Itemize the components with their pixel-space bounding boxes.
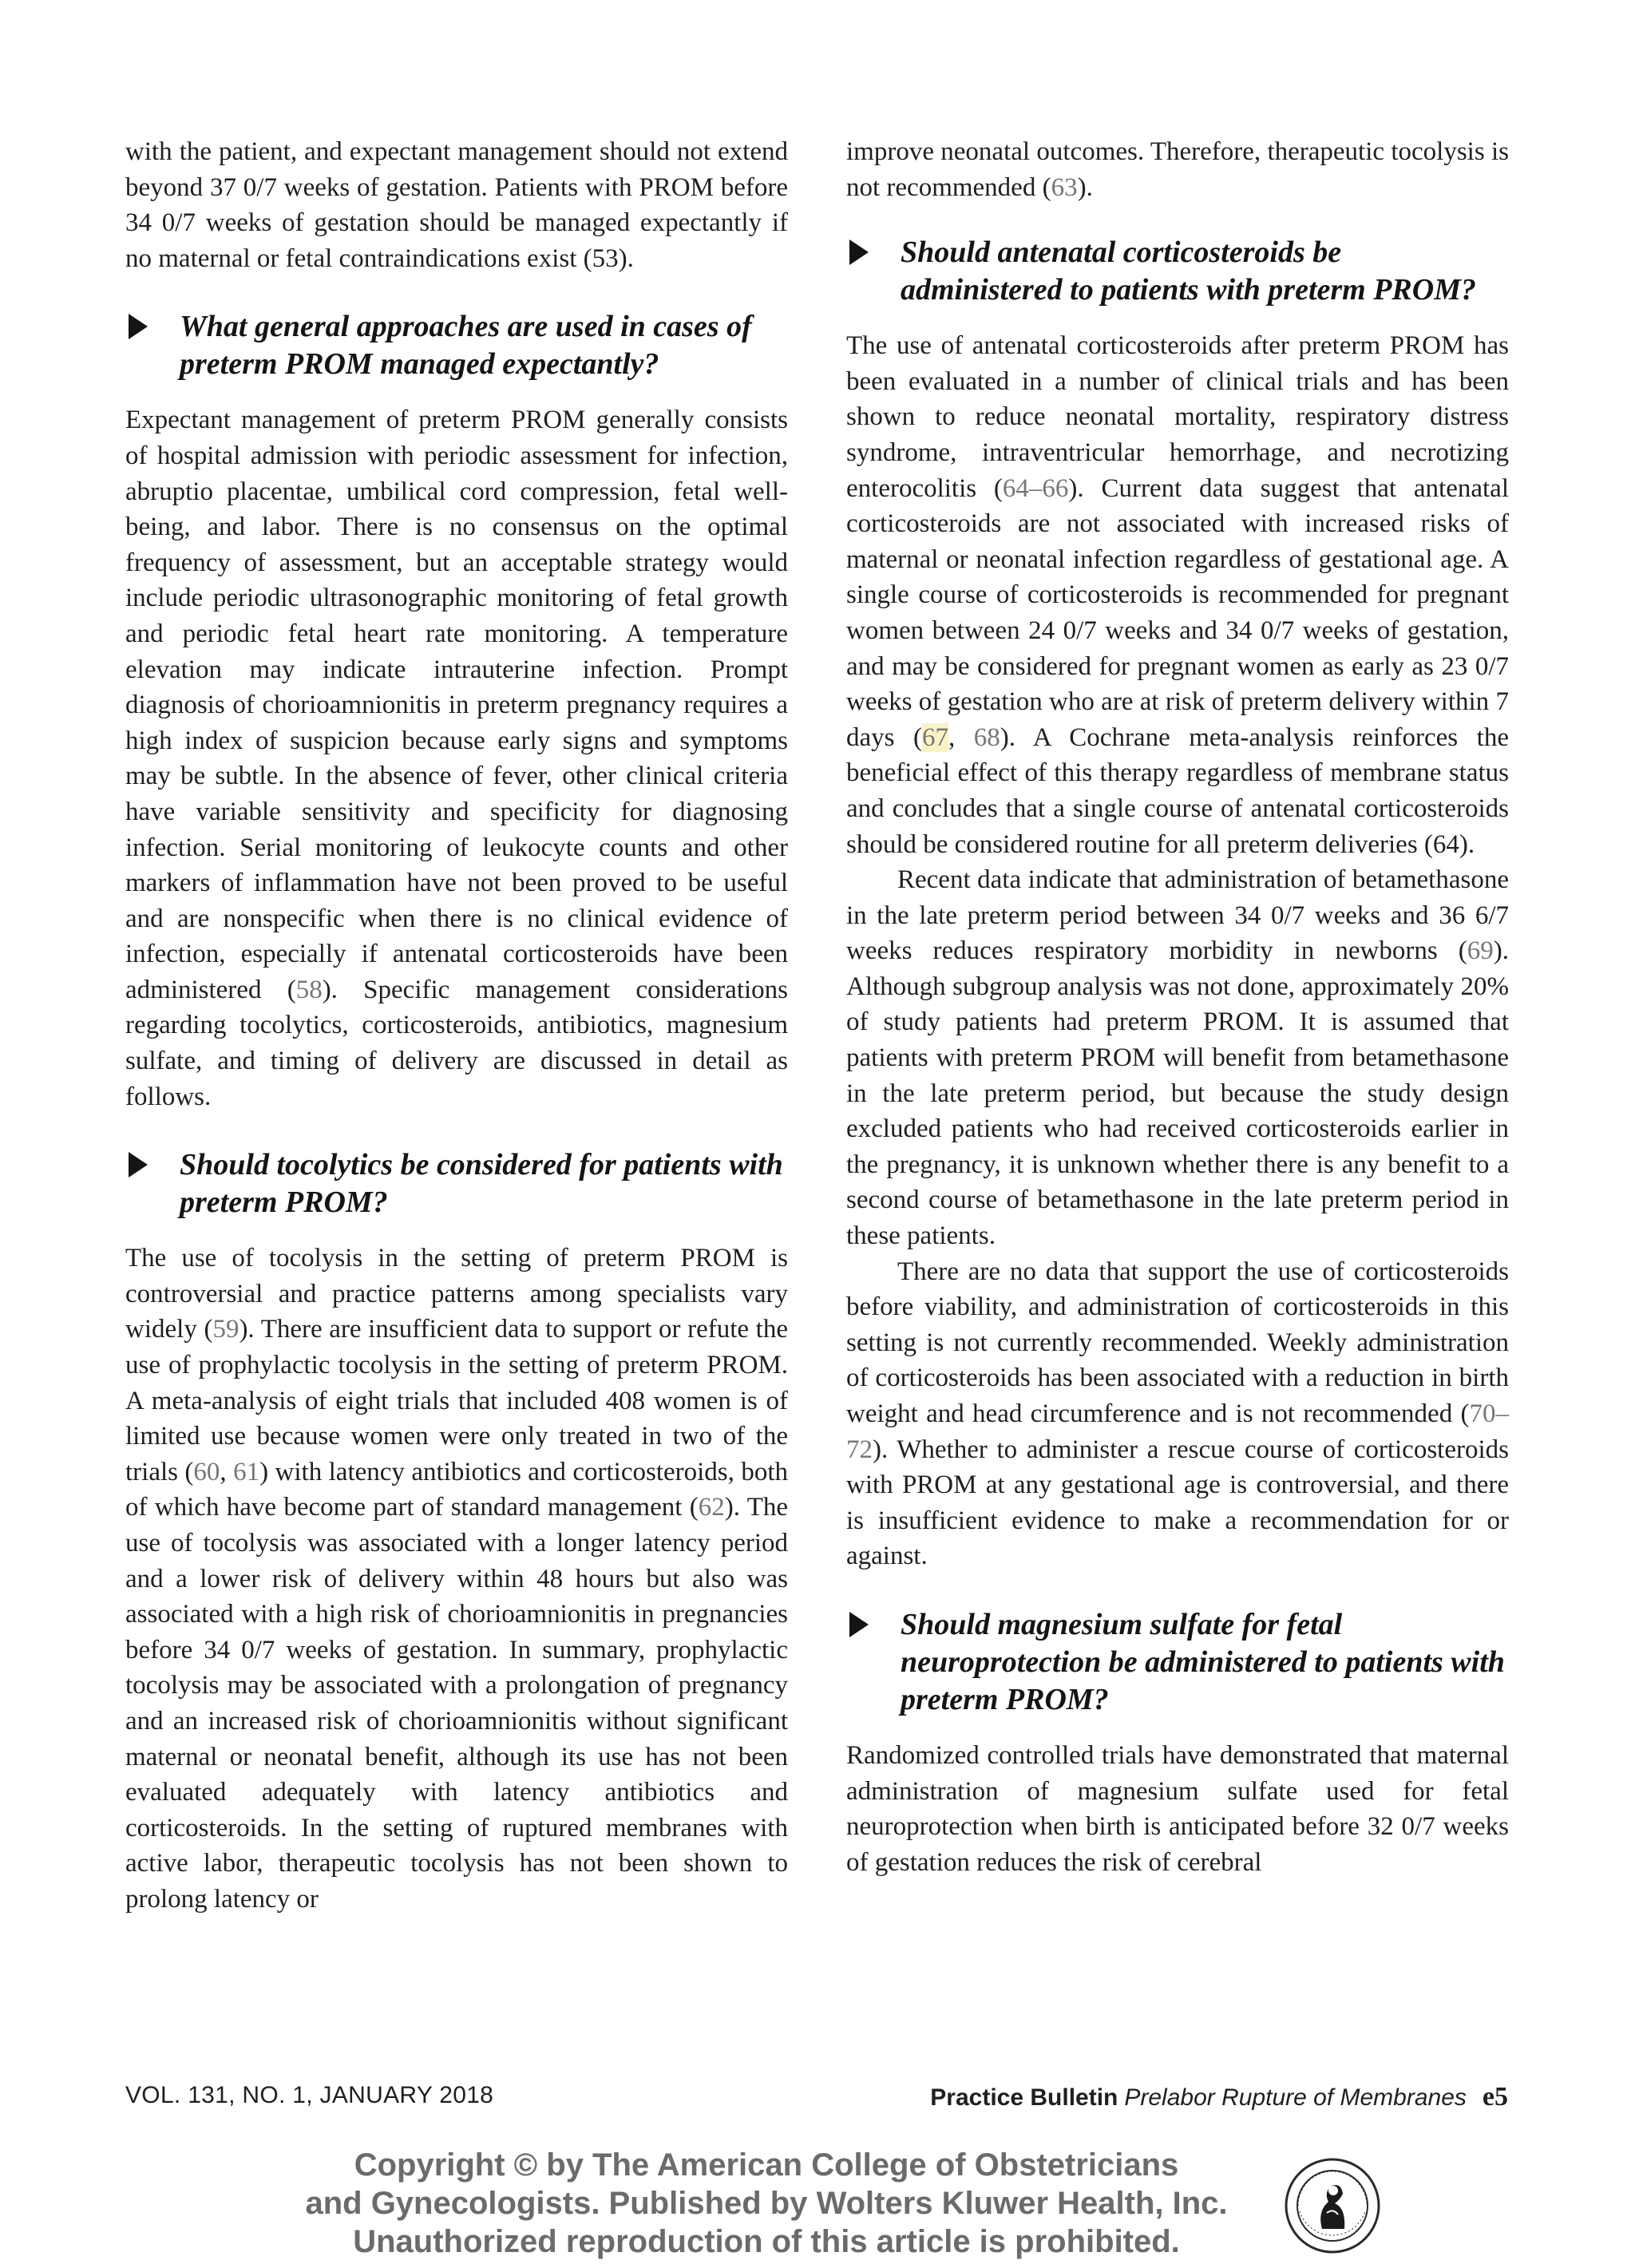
paragraph: The use of tocolysis in the setting of preterm PROM is controversial and practice patterns among specialists vary widely (59). There are insufficient data to support or refute the use of prophylactic tocolysis in the setting of preterm PROM. A meta-analysis of eight trials that included 408 women is of limited use because women were only treated in two of the trials (60, 61) with latency antibiotics and corticosteroids, both of which have become part of standard management (62). The use of tocolysis was associated with a longer latency period and a lower risk of delivery within 48 hours but also was associated with a high risk of chorioamnionitis in pregnancies before 34 0/7 weeks of gestation. In summary, prophylactic tocolysis may be associated with a prolongation of pregnancy and an increased risk of chorioamnionitis without significant maternal or neonatal benefit, although its use has not been evaluated adequately with latency antibiotics and corticosteroids. In the setting of ruptured membranes with active labor, therapeutic tocolysis has not been shown to prolong latency or: [125, 1244, 788, 1914]
reference-link[interactable]: 63: [1051, 172, 1078, 202]
copyright-notice: [200, 2146, 1333, 2261]
page-footer: [125, 2082, 1508, 2117]
question-heading: [125, 308, 788, 383]
triangle-bullet-icon: [849, 1612, 869, 1637]
paragraph: The use of antenatal corticosteroids after preterm PROM has been evaluated in a number of clinical trials and has been shown to reduce neonatal mortality, respiratory distress syndrome, intraventricular hemorrhage, and necrotizing enterocolitis (64–66). Current data suggest that antenatal corticosteroids are not associated with increased risks of maternal or neonatal infection regardless of gestational age. A single course of corticosteroids is recommended for pregnant women between 24 0/7 weeks and 34 0/7 weeks of gestation, and may be considered for pregnant women as early as 23 0/7 weeks of gestation who are at risk of preterm delivery within 7 days (67, 68). A Cochrane meta-analysis reinforces the beneficial effect of this therapy regardless of membrane status and concludes that a single course of antenatal corticosteroids should be considered routine for all preterm deliveries (64).: [846, 331, 1509, 859]
reference-link[interactable]: 60: [193, 1457, 220, 1486]
reference-link[interactable]: 64–66: [1002, 473, 1069, 503]
triangle-bullet-icon: [849, 239, 869, 265]
left-column: [125, 134, 788, 1918]
question-text: Should tocolytics be considered for patients with preterm PROM?: [180, 1148, 783, 1220]
paragraph: Randomized controlled trials have demonstrated that maternal administration of magnesium sulfate used for fetal neuroprotection when birth is anticipated before 32 0/7 weeks of gestation reduces the risk of cerebral: [846, 1740, 1509, 1877]
volume-info: VOL. 131, NO. 1, JANUARY 2018: [125, 2082, 494, 2108]
article-topic: Prelabor Rupture of Membranes: [1124, 2084, 1467, 2111]
reference-link[interactable]: 69: [1467, 936, 1494, 966]
triangle-bullet-icon: [129, 1152, 148, 1178]
page-number: e5: [1482, 2082, 1508, 2112]
triangle-bullet-icon: [129, 314, 148, 339]
reference-link[interactable]: 59: [212, 1315, 240, 1344]
paragraph: Expectant management of preterm PROM generally consists of hospital admission with periodic assessment for infection, abruptio placentae, umbilical cord compression, fetal well-being, and labor. There is no consensus on the optimal frequency of assessment, but an acceptable strategy would include periodic ultrasonographic monitoring of fetal growth and periodic fetal heart rate monitoring. A temperature elevation may indicate intrauterine infection. Prompt diagnosis of chorioamnionitis in preterm pregnancy requires a high index of suspicion because early signs and symptoms may be subtle. In the absence of fever, other clinical criteria have variable sensitivity and specificity for diagnosing infection. Serial monitoring of leukocyte counts and other markers of inflammation have not been proved to be useful and are nonspecific when there is no clinical evidence of infection, especially if antenatal corticosteroids have been administered (58). Specific management considerations regarding tocolytics, corticosteroids, antibiotics, magnesium sulfate, and timing of delivery are discussed in detail as follows.: [125, 406, 788, 1111]
question-text: Should antenatal corticosteroids be administered to patients with preterm PROM?: [901, 236, 1476, 307]
reference-link[interactable]: 58: [295, 975, 323, 1004]
paragraph: improve neonatal outcomes. Therefore, therapeutic tocolysis is not recommended (63).: [846, 137, 1509, 202]
right-column: [846, 134, 1509, 1880]
paragraph: with the patient, and expectant management should not extend beyond 37 0/7 weeks of gestation. Patients with PROM before 34 0/7 weeks of gestation should be managed expectantly if no maternal or fetal contraindications exist (53).: [125, 137, 788, 273]
reference-link[interactable]: 62: [698, 1493, 725, 1522]
running-footer: [930, 2082, 1508, 2112]
reference-link[interactable]: 68: [973, 722, 1000, 752]
copyright-line: Unauthorized reproduction of this article is prohibited.: [353, 2224, 1180, 2259]
question-heading: [846, 1606, 1509, 1719]
copyright-line: Copyright © by The American College of Obstetricians: [354, 2147, 1179, 2183]
journal-name: Practice Bulletin: [930, 2084, 1118, 2111]
question-heading: [125, 1146, 788, 1221]
question-heading: [846, 234, 1509, 309]
paragraph: There are no data that support the use of corticosteroids before viability, and administration of corticosteroids in this setting is not currently recommended. Weekly administration of corticosteroids has been associated with a reduction in birth weight and head circumference and is not recommended (70–72). Whether to administer a rescue course of corticosteroids with PROM at any gestational age is controversial, and there is insufficient evidence to make a recommendation for or against.: [846, 1257, 1509, 1571]
paragraph: Recent data indicate that administration of betamethasone in the late preterm period between 34 0/7 weeks and 36 6/7 weeks reduces respiratory morbidity in newborns (69). Although subgroup analysis was not done, approximately 20% of study patients had preterm PROM. It is assumed that patients with preterm PROM will benefit from betamethasone in the late preterm period, but because the study design excluded patients who had received corticosteroids earlier in the pregnancy, it is unknown whether there is any benefit to a second course of betamethasone in the late preterm period in these patients.: [846, 865, 1509, 1251]
reference-link[interactable]: 70–72: [846, 1399, 1509, 1464]
copyright-line: and Gynecologists. Published by Wolters Kluwer Health, Inc.: [305, 2186, 1228, 2221]
question-text: What general approaches are used in cases of preterm PROM managed expectantly?: [180, 310, 752, 382]
reference-link[interactable]: 61: [233, 1457, 260, 1486]
question-text: Should magnesium sulfate for fetal neuroprotection be administered to patients with preterm PROM?: [901, 1607, 1505, 1716]
acog-seal-icon: [1282, 2155, 1383, 2256]
reference-link-highlighted[interactable]: 67: [922, 722, 949, 752]
